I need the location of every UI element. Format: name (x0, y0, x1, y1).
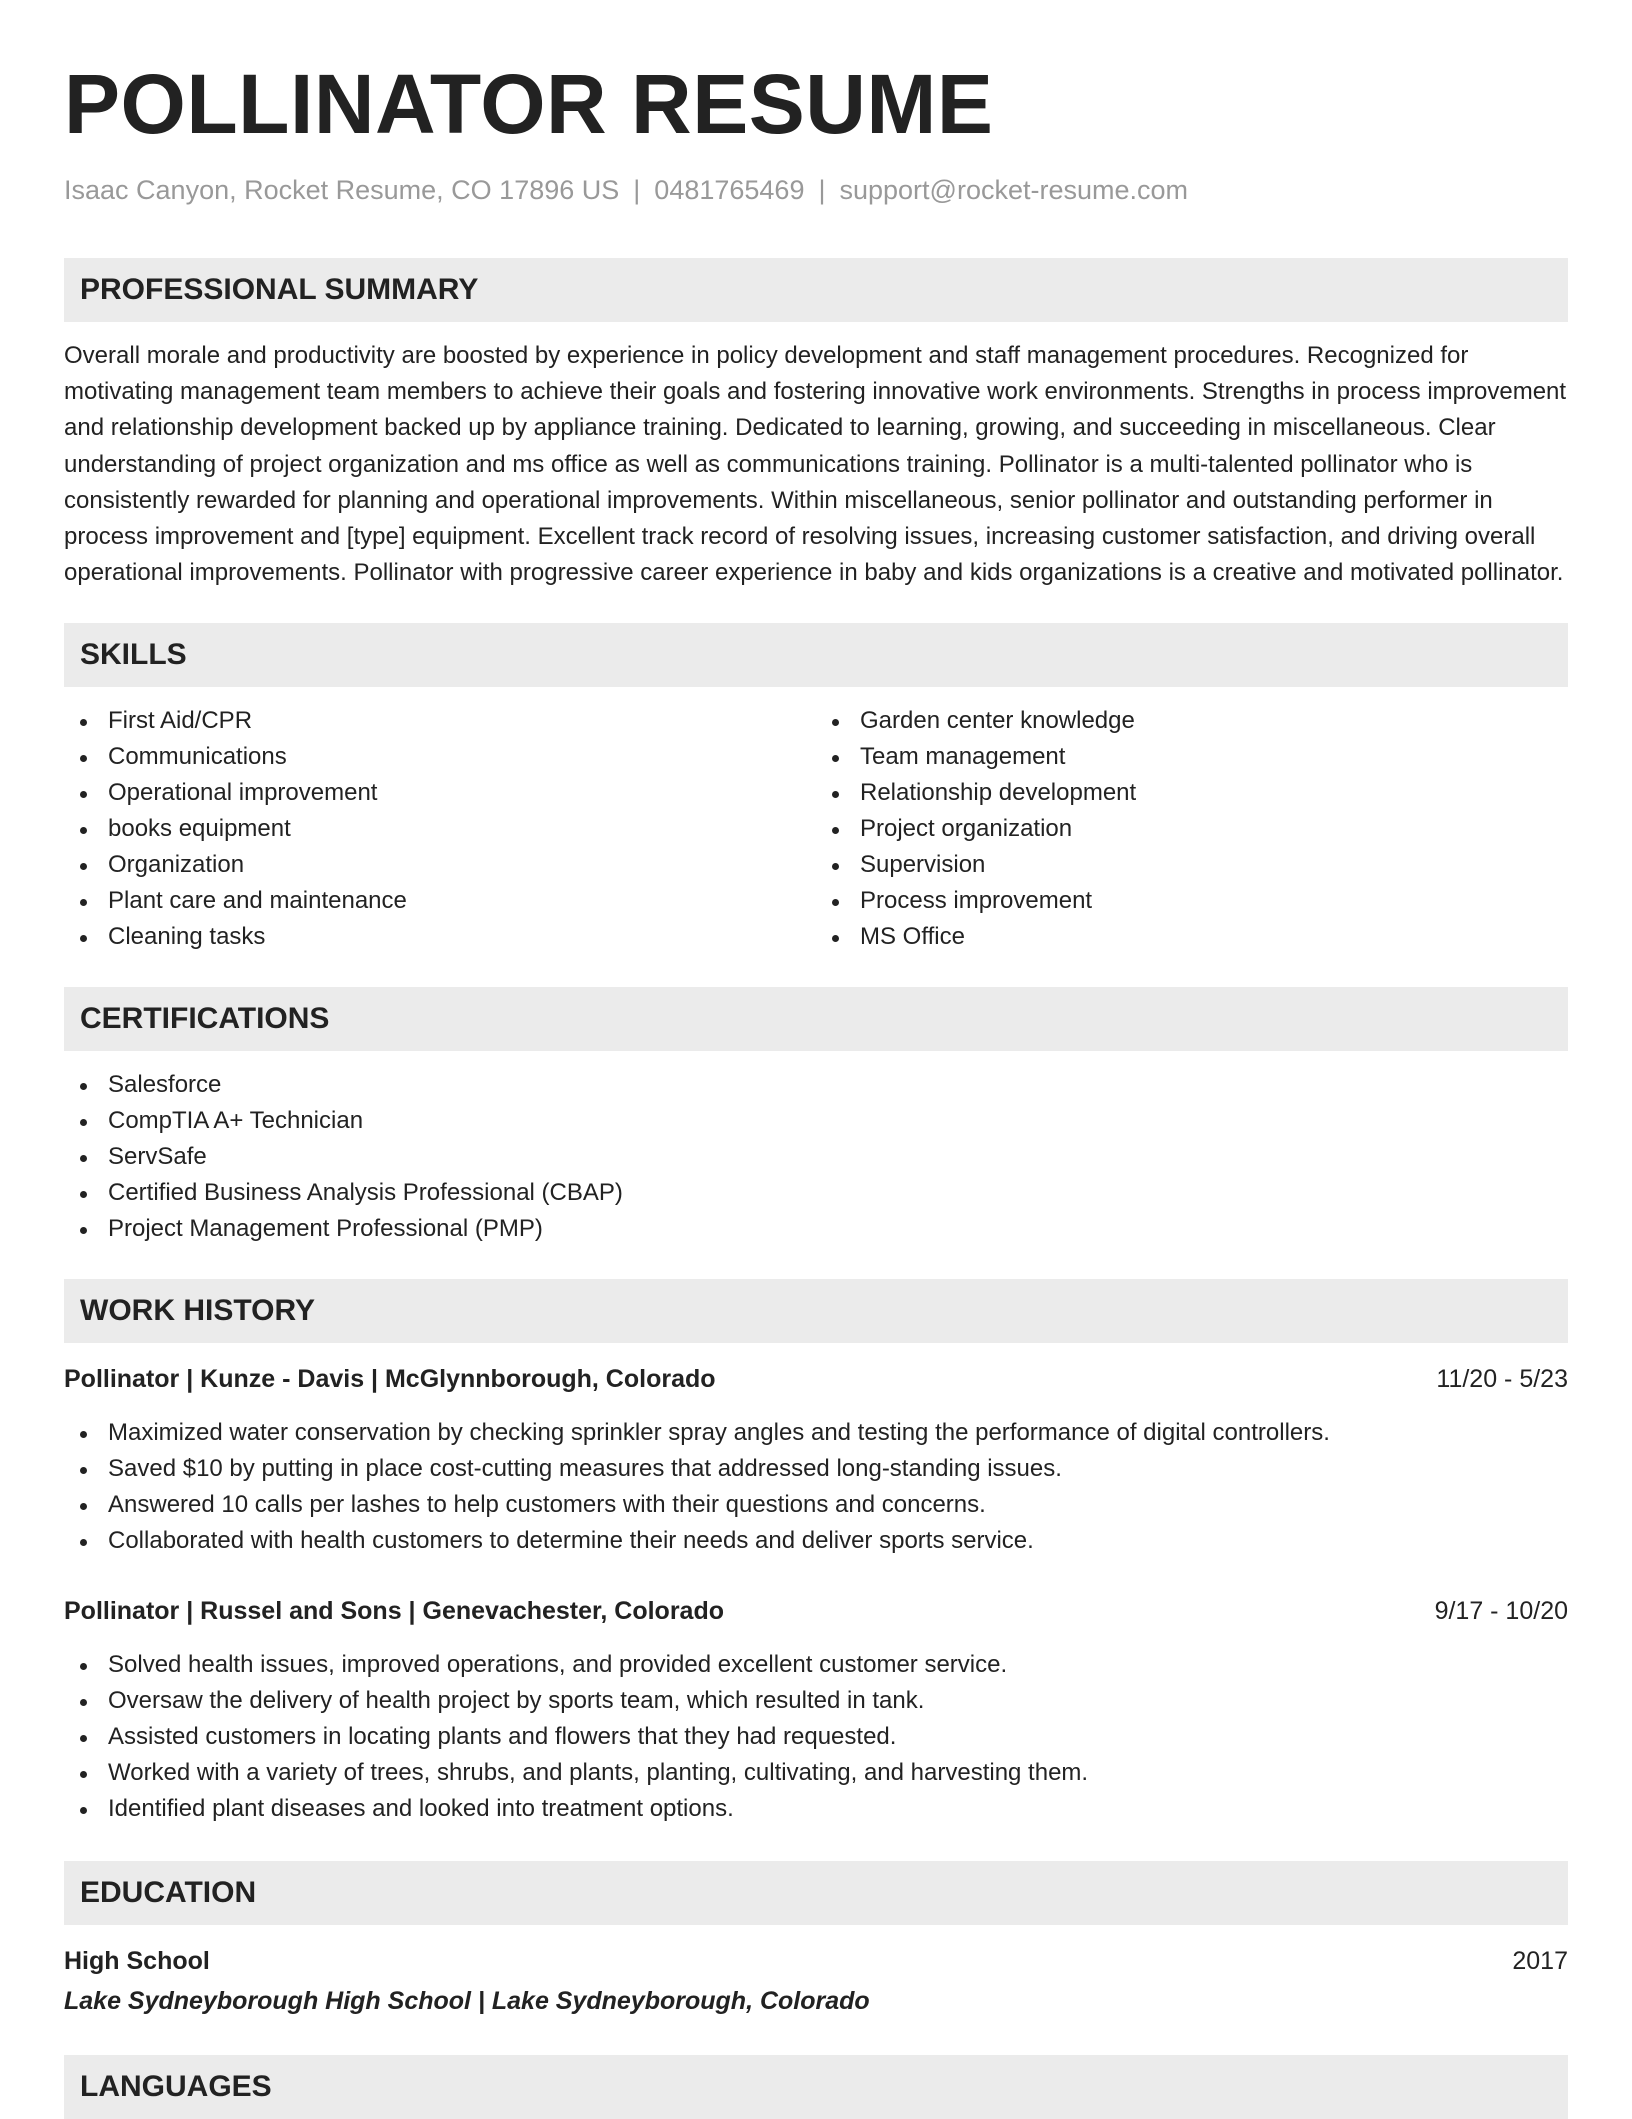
job-bullet: Maximized water conservation by checking sprinkler spray angles and testing the performance of digital controllers. (64, 1415, 1568, 1451)
job-bullet: Worked with a variety of trees, shrubs, and plants, planting, cultivating, and harvesting them. (64, 1755, 1568, 1791)
job-bullet: Answered 10 calls per lashes to help customers with their questions and concerns. (64, 1487, 1568, 1523)
skill-item: Relationship development (816, 775, 1568, 811)
skill-item: Plant care and maintenance (64, 883, 816, 919)
education-school: Lake Sydneyborough High School | Lake Sydneyborough, Colorado (64, 1987, 870, 2016)
skill-item: Organization (64, 847, 816, 883)
section-heading-work-history: WORK HISTORY (64, 1279, 1568, 1343)
skill-item: Operational improvement (64, 775, 816, 811)
skill-item: First Aid/CPR (64, 703, 816, 739)
skill-item: Project organization (816, 811, 1568, 847)
section-heading-summary: PROFESSIONAL SUMMARY (64, 258, 1568, 322)
contact-separator: | (818, 175, 826, 205)
skill-item: Garden center knowledge (816, 703, 1568, 739)
skill-item: books equipment (64, 811, 816, 847)
job-bullet: Collaborated with health customers to determine their needs and deliver sports service. (64, 1523, 1568, 1559)
section-heading-certifications: CERTIFICATIONS (64, 987, 1568, 1051)
section-heading-skills: SKILLS (64, 623, 1568, 687)
skills-grid (64, 703, 1568, 955)
contact-address: Isaac Canyon, Rocket Resume, CO 17896 US (64, 175, 620, 205)
job-bullet: Assisted customers in locating plants and flowers that they had requested. (64, 1719, 1568, 1755)
job-bullet: Saved $10 by putting in place cost-cutting measures that addressed long-standing issues. (64, 1451, 1568, 1487)
skill-item: Process improvement (816, 883, 1568, 919)
skills-column-right (816, 703, 1568, 955)
job-title: Pollinator | Kunze - Davis | McGlynnborough, Colorado (64, 1365, 716, 1394)
job-bullet: Oversaw the delivery of health project by sports team, which resulted in tank. (64, 1683, 1568, 1719)
contact-separator: | (633, 175, 641, 205)
job-header (64, 1361, 1568, 1397)
certification-item: Certified Business Analysis Professional (CBAP) (64, 1175, 1568, 1211)
certification-item: Salesforce (64, 1067, 1568, 1103)
skill-item: Cleaning tasks (64, 919, 816, 955)
education-header (64, 1943, 1568, 1979)
education-degree: High School (64, 1947, 210, 1976)
certifications-list (64, 1067, 1568, 1247)
skills-column-left (64, 703, 816, 955)
job-bullet-list (64, 1415, 1568, 1559)
job-bullet-list (64, 1647, 1568, 1827)
skill-item: Supervision (816, 847, 1568, 883)
job-bullet: Identified plant diseases and looked into treatment options. (64, 1791, 1568, 1827)
contact-phone: 0481765469 (654, 175, 805, 205)
summary-text: Overall morale and productivity are boosted by experience in policy development and staff management procedures. Recognized for motivating management team members to achieve their goals and fostering innovative work environments. Strengths in process improvement and relationship development backed up by appliance training. Dedicated to learning, growing, and succeeding in miscellaneous. Clear understanding of project organization and ms office as well as communications training. Pollinator is a multi-talented pollinator who is consistently rewarded for planning and operational improvements. Within miscellaneous, senior pollinator and outstanding performer in process improvement and [type] equipment. Excellent track record of resolving issues, increasing customer satisfaction, and driving overall operational improvements. Pollinator with progressive career experience in baby and kids organizations is a creative and motivated pollinator. (64, 342, 1567, 587)
job-dates: 9/17 - 10/20 (1434, 1597, 1568, 1626)
section-heading-education: EDUCATION (64, 1861, 1568, 1925)
certification-item: CompTIA A+ Technician (64, 1103, 1568, 1139)
job-title: Pollinator | Russel and Sons | Genevachester, Colorado (64, 1597, 724, 1626)
skills-list-left (64, 703, 816, 955)
resume-title: POLLINATOR RESUME (64, 57, 994, 151)
skill-item: Team management (816, 739, 1568, 775)
job-header (64, 1593, 1568, 1629)
skills-list-right (816, 703, 1568, 955)
contact-email: support@rocket-resume.com (839, 175, 1189, 205)
job-bullet: Solved health issues, improved operations, and provided excellent customer service. (64, 1647, 1568, 1683)
skill-item: Communications (64, 739, 816, 775)
job-dates: 11/20 - 5/23 (1436, 1365, 1568, 1394)
certification-item: ServSafe (64, 1139, 1568, 1175)
section-heading-languages: LANGUAGES (64, 2055, 1568, 2119)
contact-line (64, 174, 1568, 206)
certification-item: Project Management Professional (PMP) (64, 1211, 1568, 1247)
education-year: 2017 (1512, 1947, 1568, 1976)
skill-item: MS Office (816, 919, 1568, 955)
